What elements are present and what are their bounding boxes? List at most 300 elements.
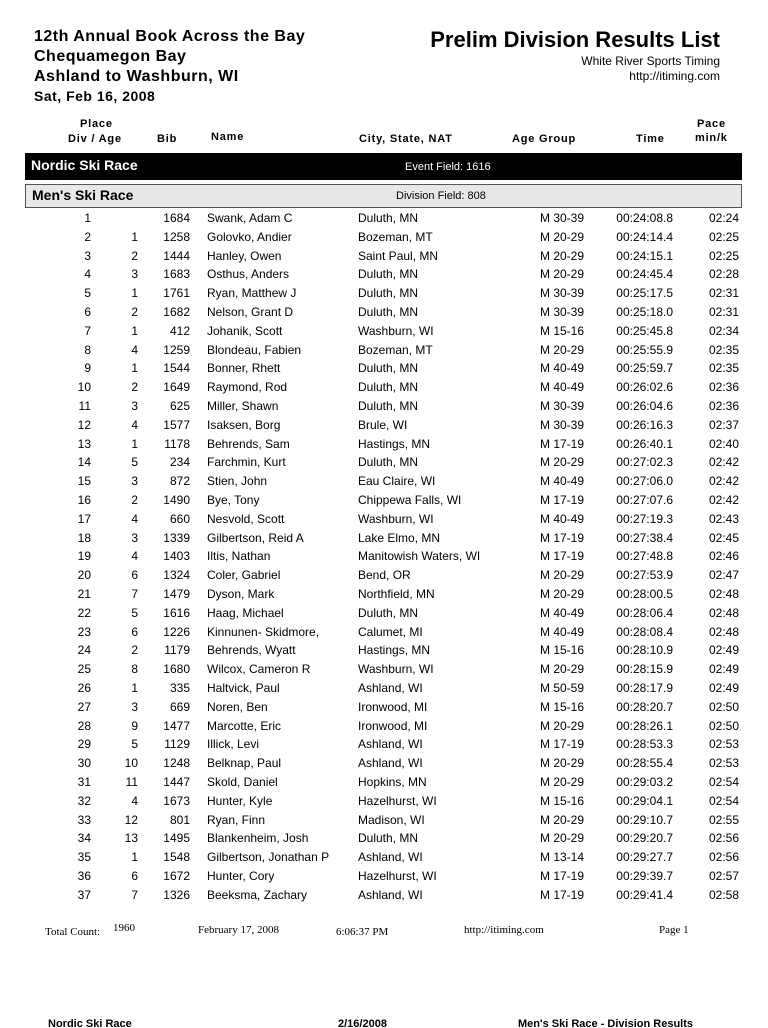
age-group-cell: M 40-49 bbox=[540, 605, 585, 620]
place-cell: 31 bbox=[77, 774, 91, 789]
col-city: City, State, NAT bbox=[359, 133, 453, 145]
bib-cell: 1444 bbox=[163, 248, 190, 263]
table-row bbox=[0, 265, 768, 284]
col-div-age: Div / Age bbox=[68, 133, 122, 145]
name-cell: Behrends, Sam bbox=[207, 436, 290, 451]
col-place: Place bbox=[80, 118, 113, 130]
name-cell: Ryan, Finn bbox=[207, 812, 266, 827]
pace-cell: 02:25 bbox=[708, 229, 739, 244]
city-cell: Manitowish Waters, WI bbox=[358, 549, 481, 564]
column-headers bbox=[0, 117, 768, 151]
age-group-cell: M 20-29 bbox=[540, 342, 585, 357]
col-time: Time bbox=[636, 133, 665, 145]
table-row bbox=[0, 322, 768, 341]
pace-cell: 02:42 bbox=[708, 455, 739, 470]
name-cell: Osthus, Anders bbox=[207, 267, 290, 282]
table-row bbox=[0, 284, 768, 303]
name-cell: Johanik, Scott bbox=[207, 323, 283, 338]
time-cell: 00:26:40.1 bbox=[616, 436, 673, 451]
name-cell: Hunter, Cory bbox=[207, 868, 275, 883]
place-cell: 34 bbox=[77, 831, 91, 846]
age-group-cell: M 30-39 bbox=[540, 304, 585, 319]
div-place-cell: 6 bbox=[131, 624, 138, 639]
city-cell: Ashland, WI bbox=[358, 850, 423, 865]
pace-cell: 02:25 bbox=[708, 248, 739, 263]
time-cell: 00:29:41.4 bbox=[616, 887, 673, 902]
bib-cell: 1682 bbox=[163, 304, 190, 319]
name-cell: Nelson, Grant D bbox=[207, 304, 294, 319]
city-cell: Saint Paul, MN bbox=[358, 248, 439, 263]
age-group-cell: M 40-49 bbox=[540, 511, 585, 526]
bib-cell: 234 bbox=[169, 455, 190, 470]
div-place-cell: 3 bbox=[131, 699, 138, 714]
city-cell: Duluth, MN bbox=[358, 286, 419, 301]
bib-cell: 625 bbox=[169, 398, 190, 413]
time-cell: 00:25:17.5 bbox=[616, 286, 673, 301]
city-cell: Hastings, MN bbox=[358, 436, 431, 451]
bib-cell: 1129 bbox=[164, 737, 190, 752]
age-group-cell: M 20-29 bbox=[540, 229, 585, 244]
city-cell: Ashland, WI bbox=[358, 887, 423, 902]
age-group-cell: M 20-29 bbox=[540, 718, 585, 733]
place-cell: 17 bbox=[77, 511, 91, 526]
footer-url[interactable]: http://itiming.com bbox=[464, 924, 544, 936]
bib-cell: 1616 bbox=[163, 605, 190, 620]
city-cell: Madison, WI bbox=[358, 812, 425, 827]
city-cell: Duluth, MN bbox=[358, 455, 419, 470]
name-cell: Belknap, Paul bbox=[207, 756, 282, 771]
pace-cell: 02:50 bbox=[708, 718, 739, 733]
place-cell: 5 bbox=[84, 286, 91, 301]
table-row bbox=[0, 792, 768, 811]
bib-cell: 1324 bbox=[163, 568, 190, 583]
bib-cell: 1577 bbox=[163, 417, 190, 432]
age-group-cell: M 40-49 bbox=[540, 474, 585, 489]
place-cell: 3 bbox=[84, 248, 91, 263]
next-page-event: Nordic Ski Race bbox=[48, 1018, 132, 1028]
age-group-cell: M 17-19 bbox=[540, 549, 585, 564]
place-cell: 27 bbox=[77, 699, 91, 714]
col-age-group: Age Group bbox=[512, 133, 577, 145]
bib-cell: 1683 bbox=[163, 267, 190, 282]
name-cell: Illick, Levi bbox=[207, 737, 260, 752]
div-place-cell: 1 bbox=[131, 229, 138, 244]
div-place-cell: 2 bbox=[131, 304, 138, 319]
bib-cell: 412 bbox=[169, 323, 190, 338]
place-cell: 13 bbox=[77, 436, 91, 451]
pace-cell: 02:28 bbox=[708, 267, 739, 282]
div-place-cell: 4 bbox=[131, 417, 138, 432]
time-cell: 00:26:16.3 bbox=[616, 417, 673, 432]
table-row bbox=[0, 585, 768, 604]
table-row bbox=[0, 397, 768, 416]
time-cell: 00:28:17.9 bbox=[616, 680, 673, 695]
time-cell: 00:29:20.7 bbox=[616, 831, 673, 846]
table-row bbox=[0, 641, 768, 660]
div-place-cell: 1 bbox=[131, 436, 138, 451]
city-cell: Ironwood, MI bbox=[358, 699, 428, 714]
city-cell: Duluth, MN bbox=[358, 361, 419, 376]
city-cell: Duluth, MN bbox=[358, 380, 419, 395]
name-cell: Isaksen, Borg bbox=[207, 417, 281, 432]
table-row bbox=[0, 623, 768, 642]
bib-cell: 1649 bbox=[163, 380, 190, 395]
bib-cell: 1544 bbox=[163, 361, 190, 376]
place-cell: 2 bbox=[84, 229, 91, 244]
div-place-cell: 13 bbox=[124, 831, 138, 846]
table-row bbox=[0, 416, 768, 435]
city-cell: Duluth, MN bbox=[358, 831, 419, 846]
age-group-cell: M 17-19 bbox=[540, 887, 585, 902]
name-cell: Hunter, Kyle bbox=[207, 793, 273, 808]
age-group-cell: M 20-29 bbox=[540, 756, 585, 771]
place-cell: 6 bbox=[84, 304, 91, 319]
time-cell: 00:28:26.1 bbox=[616, 718, 673, 733]
table-row bbox=[0, 698, 768, 717]
footer-date: February 17, 2008 bbox=[198, 924, 279, 936]
city-cell: Ironwood, MI bbox=[358, 718, 428, 733]
time-cell: 00:27:02.3 bbox=[616, 455, 673, 470]
name-cell: Beeksma, Zachary bbox=[207, 887, 308, 902]
time-cell: 00:27:48.8 bbox=[616, 549, 673, 564]
place-cell: 12 bbox=[77, 417, 91, 432]
age-group-cell: M 30-39 bbox=[540, 398, 585, 413]
name-cell: Swank, Adam C bbox=[207, 211, 293, 225]
place-cell: 18 bbox=[77, 530, 91, 545]
table-row bbox=[0, 660, 768, 679]
name-cell: Blondeau, Fabien bbox=[207, 342, 302, 357]
city-cell: Bend, OR bbox=[358, 568, 411, 583]
div-place-cell: 10 bbox=[124, 756, 138, 771]
bib-cell: 1403 bbox=[163, 549, 190, 564]
div-place-cell: 9 bbox=[131, 718, 138, 733]
time-cell: 00:24:14.4 bbox=[616, 229, 673, 244]
age-group-cell: M 40-49 bbox=[540, 361, 585, 376]
bib-cell: 1490 bbox=[163, 492, 190, 507]
city-cell: Hastings, MN bbox=[358, 643, 431, 658]
name-cell: Iltis, Nathan bbox=[207, 549, 271, 564]
bib-cell: 1179 bbox=[164, 643, 190, 658]
div-place-cell: 3 bbox=[131, 530, 138, 545]
time-cell: 00:27:19.3 bbox=[616, 511, 673, 526]
age-group-cell: M 20-29 bbox=[540, 812, 585, 827]
table-row bbox=[0, 604, 768, 623]
city-cell: Washburn, WI bbox=[358, 511, 434, 526]
time-cell: 00:29:39.7 bbox=[616, 868, 673, 883]
col-pace: Pace bbox=[697, 118, 726, 130]
pace-cell: 02:40 bbox=[708, 436, 739, 451]
pace-cell: 02:43 bbox=[708, 511, 739, 526]
page-footer bbox=[0, 924, 768, 940]
time-cell: 00:28:10.9 bbox=[616, 643, 673, 658]
time-cell: 00:28:08.4 bbox=[616, 624, 673, 639]
table-row bbox=[0, 867, 768, 886]
pace-cell: 02:46 bbox=[708, 549, 739, 564]
bib-cell: 335 bbox=[169, 680, 190, 695]
place-cell: 20 bbox=[77, 568, 91, 583]
bib-cell: 1447 bbox=[163, 774, 190, 789]
table-row bbox=[0, 209, 768, 228]
div-place-cell: 11 bbox=[125, 774, 138, 789]
age-group-cell: M 20-29 bbox=[540, 831, 585, 846]
place-cell: 19 bbox=[77, 549, 91, 564]
table-row bbox=[0, 228, 768, 247]
age-group-cell: M 13-14 bbox=[540, 850, 585, 865]
time-cell: 00:29:04.1 bbox=[616, 793, 673, 808]
time-cell: 00:28:55.4 bbox=[616, 756, 673, 771]
time-cell: 00:28:00.5 bbox=[616, 586, 673, 601]
time-cell: 00:26:02.6 bbox=[616, 380, 673, 395]
results-table bbox=[0, 209, 768, 904]
name-cell: Haltvick, Paul bbox=[207, 680, 280, 695]
place-cell: 21 bbox=[77, 586, 91, 601]
place-cell: 22 bbox=[77, 605, 91, 620]
city-cell: Bozeman, MT bbox=[358, 342, 433, 357]
place-cell: 33 bbox=[77, 812, 91, 827]
age-group-cell: M 30-39 bbox=[540, 417, 585, 432]
city-cell: Hopkins, MN bbox=[358, 774, 427, 789]
name-cell: Coler, Gabriel bbox=[207, 568, 281, 583]
time-cell: 00:27:07.6 bbox=[616, 492, 673, 507]
total-count-label: Total Count: bbox=[45, 926, 101, 938]
time-cell: 00:29:10.7 bbox=[616, 812, 673, 827]
city-cell: Washburn, WI bbox=[358, 323, 434, 338]
time-cell: 00:29:27.7 bbox=[616, 850, 673, 865]
div-place-cell: 1 bbox=[131, 323, 138, 338]
place-cell: 26 bbox=[77, 680, 91, 695]
name-cell: Miller, Shawn bbox=[207, 398, 279, 413]
table-row bbox=[0, 341, 768, 360]
div-place-cell: 3 bbox=[131, 267, 138, 282]
name-cell: Kinnunen- Skidmore, bbox=[207, 624, 320, 639]
pace-cell: 02:57 bbox=[708, 868, 739, 883]
bib-cell: 1672 bbox=[163, 868, 190, 883]
city-cell: Calumet, MI bbox=[358, 624, 423, 639]
city-cell: Eau Claire, WI bbox=[358, 474, 436, 489]
bib-cell: 1479 bbox=[163, 586, 190, 601]
bib-cell: 1259 bbox=[163, 342, 190, 357]
place-cell: 23 bbox=[77, 624, 91, 639]
place-cell: 15 bbox=[77, 474, 91, 489]
table-row bbox=[0, 735, 768, 754]
time-cell: 00:27:53.9 bbox=[616, 568, 673, 583]
age-group-cell: M 40-49 bbox=[540, 624, 585, 639]
place-cell: 7 bbox=[84, 323, 91, 338]
time-cell: 00:26:04.6 bbox=[616, 398, 673, 413]
place-cell: 9 bbox=[84, 361, 91, 376]
div-place-cell: 1 bbox=[131, 361, 138, 376]
report-title-block bbox=[430, 26, 720, 84]
time-cell: 00:28:15.9 bbox=[616, 662, 673, 677]
place-cell: 35 bbox=[77, 850, 91, 865]
pace-cell: 02:31 bbox=[708, 286, 739, 301]
pace-cell: 02:54 bbox=[708, 793, 739, 808]
name-cell: Blankenheim, Josh bbox=[207, 831, 309, 846]
bib-cell: 1339 bbox=[163, 530, 190, 545]
city-cell: Duluth, MN bbox=[358, 605, 419, 620]
age-group-cell: M 17-19 bbox=[540, 737, 585, 752]
time-cell: 00:25:55.9 bbox=[616, 342, 673, 357]
place-cell: 1 bbox=[84, 211, 91, 225]
place-cell: 4 bbox=[84, 267, 91, 282]
age-group-cell: M 20-29 bbox=[540, 455, 585, 470]
pace-cell: 02:35 bbox=[708, 361, 739, 376]
pace-cell: 02:56 bbox=[708, 831, 739, 846]
time-cell: 00:25:59.7 bbox=[616, 361, 673, 376]
div-place-cell: 4 bbox=[131, 511, 138, 526]
pace-cell: 02:55 bbox=[708, 812, 739, 827]
div-place-cell: 8 bbox=[131, 662, 138, 677]
event-field: Event Field: 1616 bbox=[405, 161, 491, 173]
next-page-date: 2/16/2008 bbox=[338, 1018, 387, 1028]
city-cell: Duluth, MN bbox=[358, 267, 419, 282]
bib-cell: 1548 bbox=[163, 850, 190, 865]
bib-cell: 801 bbox=[169, 812, 190, 827]
div-place-cell: 3 bbox=[131, 398, 138, 413]
name-cell: Ryan, Matthew J bbox=[207, 286, 297, 301]
div-place-cell: 4 bbox=[131, 549, 138, 564]
div-place-cell: 2 bbox=[131, 248, 138, 263]
name-cell: Bye, Tony bbox=[207, 492, 260, 507]
table-row bbox=[0, 886, 768, 905]
table-row bbox=[0, 566, 768, 585]
name-cell: Stien, John bbox=[207, 474, 268, 489]
age-group-cell: M 17-19 bbox=[540, 492, 585, 507]
age-group-cell: M 17-19 bbox=[540, 436, 585, 451]
time-cell: 00:24:08.8 bbox=[616, 211, 673, 225]
name-cell: Gilbertson, Reid A bbox=[207, 530, 304, 545]
time-cell: 00:28:20.7 bbox=[616, 699, 673, 714]
pace-cell: 02:36 bbox=[708, 380, 739, 395]
city-cell: Washburn, WI bbox=[358, 662, 434, 677]
event-title-line-2: Chequamegon Bay bbox=[34, 48, 187, 65]
table-row bbox=[0, 303, 768, 322]
bib-cell: 660 bbox=[169, 511, 190, 526]
city-cell: Bozeman, MT bbox=[358, 229, 433, 244]
div-place-cell: 4 bbox=[131, 342, 138, 357]
place-cell: 16 bbox=[77, 492, 91, 507]
pace-cell: 02:42 bbox=[708, 492, 739, 507]
name-cell: Bonner, Rhett bbox=[207, 361, 281, 376]
name-cell: Marcotte, Eric bbox=[207, 718, 282, 733]
place-cell: 8 bbox=[84, 342, 91, 357]
div-place-cell: 1 bbox=[131, 286, 138, 301]
name-cell: Skold, Daniel bbox=[207, 774, 278, 789]
city-cell: Hazelhurst, WI bbox=[358, 868, 437, 883]
city-cell: Duluth, MN bbox=[358, 398, 419, 413]
city-cell: Duluth, MN bbox=[358, 304, 419, 319]
div-place-cell: 1 bbox=[131, 850, 138, 865]
pace-cell: 02:49 bbox=[708, 662, 739, 677]
event-title-line-3: Ashland to Washburn, WI bbox=[34, 68, 239, 85]
total-count-value: 1960 bbox=[113, 922, 135, 934]
bib-cell: 1178 bbox=[164, 436, 190, 451]
timer-url[interactable]: http://itiming.com bbox=[629, 69, 720, 83]
division-field: Division Field: 808 bbox=[396, 190, 486, 202]
pace-cell: 02:49 bbox=[708, 643, 739, 658]
age-group-cell: M 15-16 bbox=[540, 699, 585, 714]
timer-name: White River Sports Timing bbox=[581, 54, 720, 68]
bib-cell: 1258 bbox=[163, 229, 190, 244]
time-cell: 00:24:15.1 bbox=[616, 248, 673, 263]
next-page-division: Men's Ski Race - Division Results bbox=[518, 1018, 694, 1028]
age-group-cell: M 15-16 bbox=[540, 323, 585, 338]
table-row bbox=[0, 247, 768, 266]
pace-cell: 02:47 bbox=[708, 568, 739, 583]
city-cell: Chippewa Falls, WI bbox=[358, 492, 462, 507]
div-place-cell: 5 bbox=[131, 455, 138, 470]
time-cell: 00:25:18.0 bbox=[616, 304, 673, 319]
place-cell: 30 bbox=[77, 756, 91, 771]
city-cell: Hazelhurst, WI bbox=[358, 793, 437, 808]
pace-cell: 02:42 bbox=[708, 474, 739, 489]
pace-cell: 02:48 bbox=[708, 586, 739, 601]
bib-cell: 1326 bbox=[163, 887, 190, 902]
name-cell: Dyson, Mark bbox=[207, 586, 275, 601]
div-place-cell: 4 bbox=[131, 793, 138, 808]
table-row bbox=[0, 491, 768, 510]
event-title-block bbox=[34, 27, 305, 105]
age-group-cell: M 20-29 bbox=[540, 267, 585, 282]
bib-cell: 1673 bbox=[163, 793, 190, 808]
place-cell: 14 bbox=[77, 455, 91, 470]
city-cell: Northfield, MN bbox=[358, 586, 435, 601]
pace-cell: 02:48 bbox=[708, 605, 739, 620]
bib-cell: 1477 bbox=[163, 718, 190, 733]
time-cell: 00:28:06.4 bbox=[616, 605, 673, 620]
table-row bbox=[0, 829, 768, 848]
div-place-cell: 2 bbox=[131, 643, 138, 658]
bib-cell: 872 bbox=[169, 474, 190, 489]
name-cell: Noren, Ben bbox=[207, 699, 268, 714]
table-row bbox=[0, 848, 768, 867]
place-cell: 24 bbox=[77, 643, 91, 658]
age-group-cell: M 20-29 bbox=[540, 774, 585, 789]
age-group-cell: M 20-29 bbox=[540, 586, 585, 601]
time-cell: 00:24:45.4 bbox=[616, 267, 673, 282]
table-row bbox=[0, 754, 768, 773]
div-place-cell: 5 bbox=[131, 605, 138, 620]
pace-cell: 02:56 bbox=[708, 850, 739, 865]
name-cell: Nesvold, Scott bbox=[207, 511, 285, 526]
pace-cell: 02:58 bbox=[708, 887, 739, 902]
next-page-header bbox=[0, 1016, 768, 1028]
pace-cell: 02:50 bbox=[708, 699, 739, 714]
table-row bbox=[0, 453, 768, 472]
age-group-cell: M 40-49 bbox=[540, 380, 585, 395]
time-cell: 00:29:03.2 bbox=[616, 774, 673, 789]
place-cell: 32 bbox=[77, 793, 91, 808]
div-place-cell: 3 bbox=[131, 474, 138, 489]
place-cell: 36 bbox=[77, 868, 91, 883]
city-cell: Brule, WI bbox=[358, 417, 408, 432]
table-row bbox=[0, 529, 768, 548]
name-cell: Behrends, Wyatt bbox=[207, 643, 296, 658]
name-cell: Haag, Michael bbox=[207, 605, 284, 620]
place-cell: 11 bbox=[78, 398, 91, 413]
table-row bbox=[0, 435, 768, 454]
pace-cell: 02:54 bbox=[708, 774, 739, 789]
name-cell: Hanley, Owen bbox=[207, 248, 282, 263]
time-cell: 00:27:38.4 bbox=[616, 530, 673, 545]
city-cell: Ashland, WI bbox=[358, 680, 423, 695]
pace-cell: 02:31 bbox=[708, 304, 739, 319]
table-row bbox=[0, 717, 768, 736]
pace-cell: 02:34 bbox=[708, 323, 739, 338]
time-cell: 00:27:06.0 bbox=[616, 474, 673, 489]
age-group-cell: M 17-19 bbox=[540, 530, 585, 545]
table-row bbox=[0, 472, 768, 491]
